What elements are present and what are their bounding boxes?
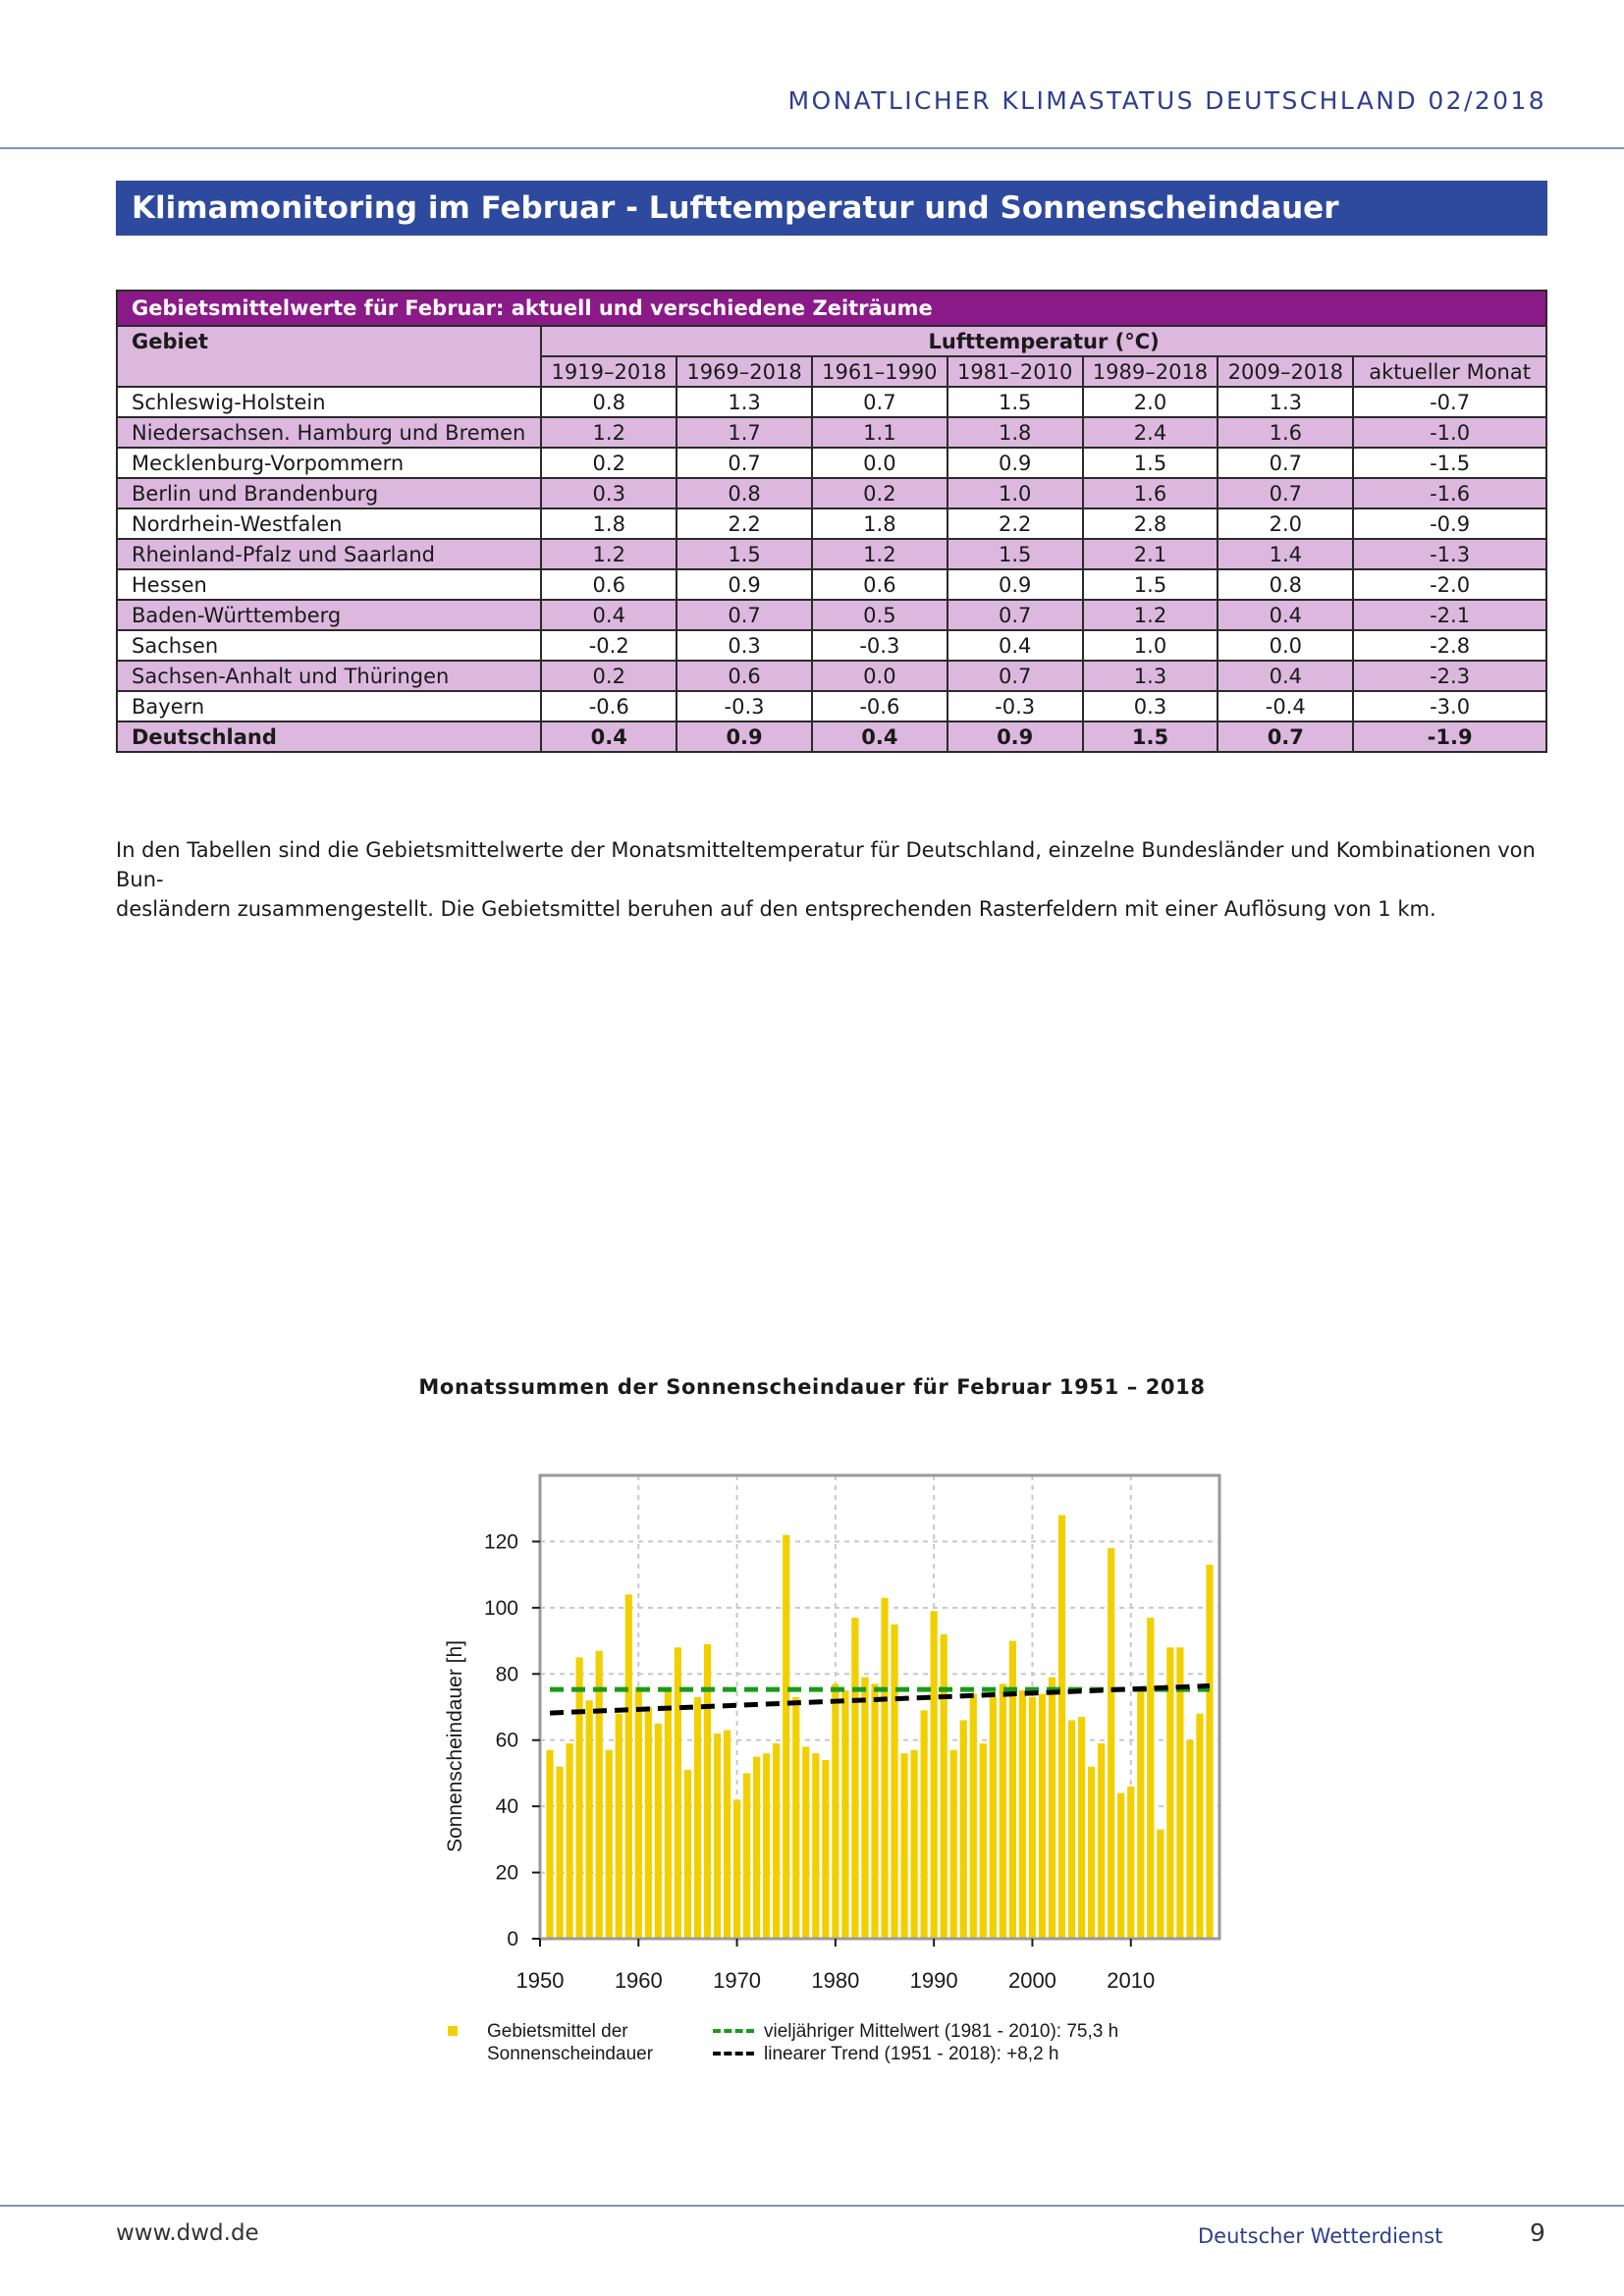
bar xyxy=(1157,1830,1164,1939)
value-cell: 1.5 xyxy=(947,387,1083,417)
bar xyxy=(576,1657,583,1939)
value-cell: 0.3 xyxy=(677,630,812,661)
x-tick-label: 1990 xyxy=(909,1968,958,1993)
bar xyxy=(1049,1678,1056,1939)
bar xyxy=(743,1773,750,1939)
value-cell: 1.5 xyxy=(1083,721,1218,752)
bar xyxy=(822,1760,829,1939)
value-cell: 0.6 xyxy=(541,569,677,600)
value-cell: 0.7 xyxy=(947,661,1083,691)
bar xyxy=(970,1694,977,1939)
bar xyxy=(950,1750,957,1939)
bar xyxy=(1127,1787,1134,1939)
value-cell: 1.8 xyxy=(541,508,677,539)
value-cell: 0.8 xyxy=(541,387,677,417)
legend-trend-swatch xyxy=(713,2052,754,2056)
legend-trend-label: linearer Trend (1951 - 2018): +8,2 h xyxy=(764,2044,1059,2064)
legend-bar-label xyxy=(487,2020,653,2065)
legend-bar-label-line-1: Gebietsmittel der xyxy=(487,2021,628,2042)
bar xyxy=(841,1690,848,1939)
period-header: 1989–2018 xyxy=(1083,356,1218,387)
value-cell: -2.8 xyxy=(1353,630,1546,661)
bar xyxy=(1098,1743,1105,1939)
bar xyxy=(655,1724,662,1939)
bar xyxy=(792,1697,799,1939)
bar xyxy=(733,1799,740,1939)
value-cell: 0.7 xyxy=(677,448,812,478)
value-cell: -2.1 xyxy=(1353,600,1546,630)
value-cell: 0.4 xyxy=(1218,600,1353,630)
bar xyxy=(861,1678,868,1939)
y-tick-label: 0 xyxy=(507,1928,518,1950)
bar xyxy=(724,1731,731,1939)
value-cell: 2.0 xyxy=(1218,508,1353,539)
bar xyxy=(546,1750,553,1939)
temperature-group-header: Lufttemperatur (°C) xyxy=(541,326,1546,356)
value-cell: 0.7 xyxy=(677,600,812,630)
value-cell: 2.2 xyxy=(677,508,812,539)
value-cell: 0.0 xyxy=(1218,630,1353,661)
bar xyxy=(891,1625,897,1939)
bar xyxy=(1147,1618,1154,1939)
value-cell: 1.5 xyxy=(677,539,812,569)
value-cell: 0.9 xyxy=(947,448,1083,478)
value-cell: -1.5 xyxy=(1353,448,1546,478)
bar xyxy=(635,1687,642,1939)
bar xyxy=(1019,1690,1026,1939)
value-cell: -1.3 xyxy=(1353,539,1546,569)
value-cell: 1.3 xyxy=(677,387,812,417)
chart-title: Monatssummen der Sonnenscheindauer für Februar 1951 – 2018 xyxy=(418,1375,1206,1399)
value-cell: 0.6 xyxy=(812,569,947,600)
bar xyxy=(921,1710,928,1939)
value-cell: 0.7 xyxy=(1218,478,1353,508)
bar xyxy=(851,1618,858,1939)
value-cell: 0.2 xyxy=(812,478,947,508)
bar xyxy=(783,1535,789,1939)
value-cell: 0.9 xyxy=(947,721,1083,752)
value-cell: -0.6 xyxy=(541,691,677,721)
value-cell: 1.8 xyxy=(812,508,947,539)
bar xyxy=(871,1683,878,1939)
section-title: Klimamonitoring im Februar - Lufttemperatur und Sonnenscheindauer xyxy=(116,181,1547,236)
value-cell: 0.3 xyxy=(1083,691,1218,721)
value-cell: 0.2 xyxy=(541,661,677,691)
value-cell: 0.7 xyxy=(1218,721,1353,752)
value-cell: 1.8 xyxy=(947,417,1083,448)
value-cell: 1.7 xyxy=(677,417,812,448)
value-cell: -3.0 xyxy=(1353,691,1546,721)
bar xyxy=(802,1746,809,1939)
value-cell: 1.6 xyxy=(1083,478,1218,508)
value-cell: 0.4 xyxy=(1218,661,1353,691)
note-line-2: desländern zusammengestellt. Die Gebietsmittel beruhen auf den entsprechenden Rasterfeldern mit einer Auflösung von 1 km. xyxy=(116,897,1436,921)
value-cell: 0.8 xyxy=(1218,569,1353,600)
value-cell: -1.9 xyxy=(1353,721,1546,752)
value-cell: 0.0 xyxy=(812,448,947,478)
legend-mean-swatch xyxy=(713,2029,754,2033)
note-line-1: In den Tabellen sind die Gebietsmittelwerte der Monatsmitteltemperatur für Deutschland, einzelne Bundesländer und Kombinationen von Bun- xyxy=(116,838,1536,891)
value-cell: 1.5 xyxy=(947,539,1083,569)
value-cell: 0.4 xyxy=(541,600,677,630)
bar xyxy=(1058,1515,1065,1939)
region-cell: Schleswig-Holstein xyxy=(117,387,541,417)
footer-organization: Deutscher Wetterdienst xyxy=(1198,2224,1443,2248)
value-cell: 1.2 xyxy=(1083,600,1218,630)
bar xyxy=(625,1594,632,1939)
bar xyxy=(753,1757,760,1939)
value-cell: 1.0 xyxy=(947,478,1083,508)
region-column-header: Gebiet xyxy=(117,326,541,387)
value-cell: 0.7 xyxy=(812,387,947,417)
value-cell: 0.7 xyxy=(947,600,1083,630)
bar xyxy=(1196,1714,1203,1939)
y-tick-label: 20 xyxy=(495,1861,518,1885)
legend-lines xyxy=(764,2020,1118,2065)
value-cell: 1.2 xyxy=(541,539,677,569)
footer-divider xyxy=(0,2205,1624,2207)
bar xyxy=(684,1770,691,1939)
region-cell: Deutschland xyxy=(117,721,541,752)
value-cell: -2.3 xyxy=(1353,661,1546,691)
period-header: 1981–2010 xyxy=(947,356,1083,387)
bar xyxy=(881,1598,888,1939)
region-cell: Nordrhein-Westfalen xyxy=(117,508,541,539)
bar xyxy=(1117,1793,1124,1939)
period-header: aktueller Monat xyxy=(1353,356,1546,387)
value-cell: 1.5 xyxy=(1083,448,1218,478)
value-cell: 1.1 xyxy=(812,417,947,448)
bar xyxy=(1088,1767,1095,1939)
bar xyxy=(586,1700,593,1939)
value-cell: 0.6 xyxy=(677,661,812,691)
value-cell: 0.8 xyxy=(677,478,812,508)
value-cell: 2.1 xyxy=(1083,539,1218,569)
value-cell: -0.4 xyxy=(1218,691,1353,721)
bar xyxy=(910,1750,917,1939)
value-cell: 2.4 xyxy=(1083,417,1218,448)
value-cell: 2.2 xyxy=(947,508,1083,539)
bar xyxy=(931,1611,938,1939)
value-cell: 1.2 xyxy=(812,539,947,569)
x-tick-label: 2000 xyxy=(1007,1968,1056,1993)
x-tick-label: 2010 xyxy=(1107,1968,1156,1993)
value-cell: 1.2 xyxy=(541,417,677,448)
x-tick-label: 1950 xyxy=(515,1968,565,1993)
value-cell: 0.9 xyxy=(677,721,812,752)
y-tick-label: 100 xyxy=(483,1596,518,1620)
y-axis-label: Sonnenscheindauer [h] xyxy=(444,1640,466,1852)
period-header: 2009–2018 xyxy=(1218,356,1353,387)
region-cell: Rheinland-Pfalz und Saarland xyxy=(117,539,541,569)
value-cell: 1.5 xyxy=(1083,569,1218,600)
y-tick-label: 80 xyxy=(495,1663,518,1686)
region-cell: Berlin und Brandenburg xyxy=(117,478,541,508)
bar xyxy=(694,1697,701,1939)
bar xyxy=(1108,1548,1114,1939)
value-cell: -0.3 xyxy=(812,630,947,661)
bar xyxy=(763,1753,770,1939)
region-cell: Hessen xyxy=(117,569,541,600)
bar xyxy=(812,1753,819,1939)
page-number: 9 xyxy=(1530,2218,1545,2247)
bar xyxy=(606,1750,613,1939)
region-cell: Sachsen xyxy=(117,630,541,661)
report-title: MONATLICHER KLIMASTATUS DEUTSCHLAND 02/2018 xyxy=(787,86,1546,115)
bar xyxy=(990,1697,997,1939)
value-cell: 0.9 xyxy=(677,569,812,600)
bar xyxy=(832,1683,839,1939)
period-header: 1919–2018 xyxy=(541,356,677,387)
value-cell: 0.4 xyxy=(541,721,677,752)
value-cell: 0.2 xyxy=(541,448,677,478)
legend-bar-label-line-2: Sonnenscheindauer xyxy=(487,2044,654,2064)
value-cell: -0.3 xyxy=(947,691,1083,721)
bar xyxy=(1078,1717,1085,1939)
value-cell: 0.0 xyxy=(812,661,947,691)
bar xyxy=(566,1743,572,1939)
legend-bar-swatch xyxy=(448,2026,458,2036)
table-caption: Gebietsmittelwerte für Februar: aktuell und verschiedene Zeiträume xyxy=(117,291,1546,326)
footer-url[interactable]: www.dwd.de xyxy=(116,2220,259,2246)
bar xyxy=(645,1707,652,1939)
value-cell: -1.6 xyxy=(1353,478,1546,508)
period-header: 1969–2018 xyxy=(677,356,812,387)
value-cell: 0.3 xyxy=(541,478,677,508)
value-cell: -0.6 xyxy=(812,691,947,721)
value-cell: 1.4 xyxy=(1218,539,1353,569)
value-cell: 1.6 xyxy=(1218,417,1353,448)
bar xyxy=(1009,1641,1016,1939)
region-cell: Niedersachsen. Hamburg und Bremen xyxy=(117,417,541,448)
x-tick-label: 1960 xyxy=(614,1968,663,1993)
value-cell: -0.7 xyxy=(1353,387,1546,417)
value-cell: -0.3 xyxy=(677,691,812,721)
bar xyxy=(960,1720,967,1939)
bar xyxy=(980,1743,987,1939)
bar xyxy=(1206,1565,1213,1939)
value-cell: 0.9 xyxy=(947,569,1083,600)
bar xyxy=(900,1753,907,1939)
bar xyxy=(556,1767,563,1939)
region-cell: Mecklenburg-Vorpommern xyxy=(117,448,541,478)
bar xyxy=(714,1734,721,1939)
value-cell: 2.8 xyxy=(1083,508,1218,539)
bar xyxy=(1029,1697,1036,1939)
bar xyxy=(773,1743,780,1939)
bar xyxy=(1039,1694,1046,1939)
x-tick-label: 1970 xyxy=(713,1968,762,1993)
value-cell: -0.9 xyxy=(1353,508,1546,539)
bar xyxy=(1137,1690,1144,1939)
bar xyxy=(1186,1740,1193,1939)
value-cell: 1.3 xyxy=(1218,387,1353,417)
bar xyxy=(941,1634,947,1939)
y-tick-label: 60 xyxy=(495,1729,518,1752)
bar xyxy=(665,1687,672,1939)
bar xyxy=(1000,1683,1006,1939)
period-header: 1961–1990 xyxy=(812,356,947,387)
value-cell: -2.0 xyxy=(1353,569,1546,600)
bar xyxy=(596,1651,603,1939)
y-tick-label: 40 xyxy=(495,1795,518,1819)
value-cell: 1.0 xyxy=(1083,630,1218,661)
value-cell: 1.3 xyxy=(1083,661,1218,691)
region-cell: Bayern xyxy=(117,691,541,721)
region-cell: Baden-Württemberg xyxy=(117,600,541,630)
value-cell: 0.7 xyxy=(1218,448,1353,478)
region-cell: Sachsen-Anhalt und Thüringen xyxy=(117,661,541,691)
value-cell: 0.4 xyxy=(812,721,947,752)
legend-mean-label: vieljähriger Mittelwert (1981 - 2010): 75,3 h xyxy=(764,2021,1119,2042)
value-cell: -1.0 xyxy=(1353,417,1546,448)
bar xyxy=(1068,1720,1075,1939)
value-cell: 0.5 xyxy=(812,600,947,630)
y-tick-label: 120 xyxy=(483,1530,518,1554)
value-cell: 2.0 xyxy=(1083,387,1218,417)
value-cell: -0.2 xyxy=(541,630,677,661)
x-tick-label: 1980 xyxy=(811,1968,860,1993)
bar xyxy=(616,1714,623,1939)
value-cell: 0.4 xyxy=(947,630,1083,661)
